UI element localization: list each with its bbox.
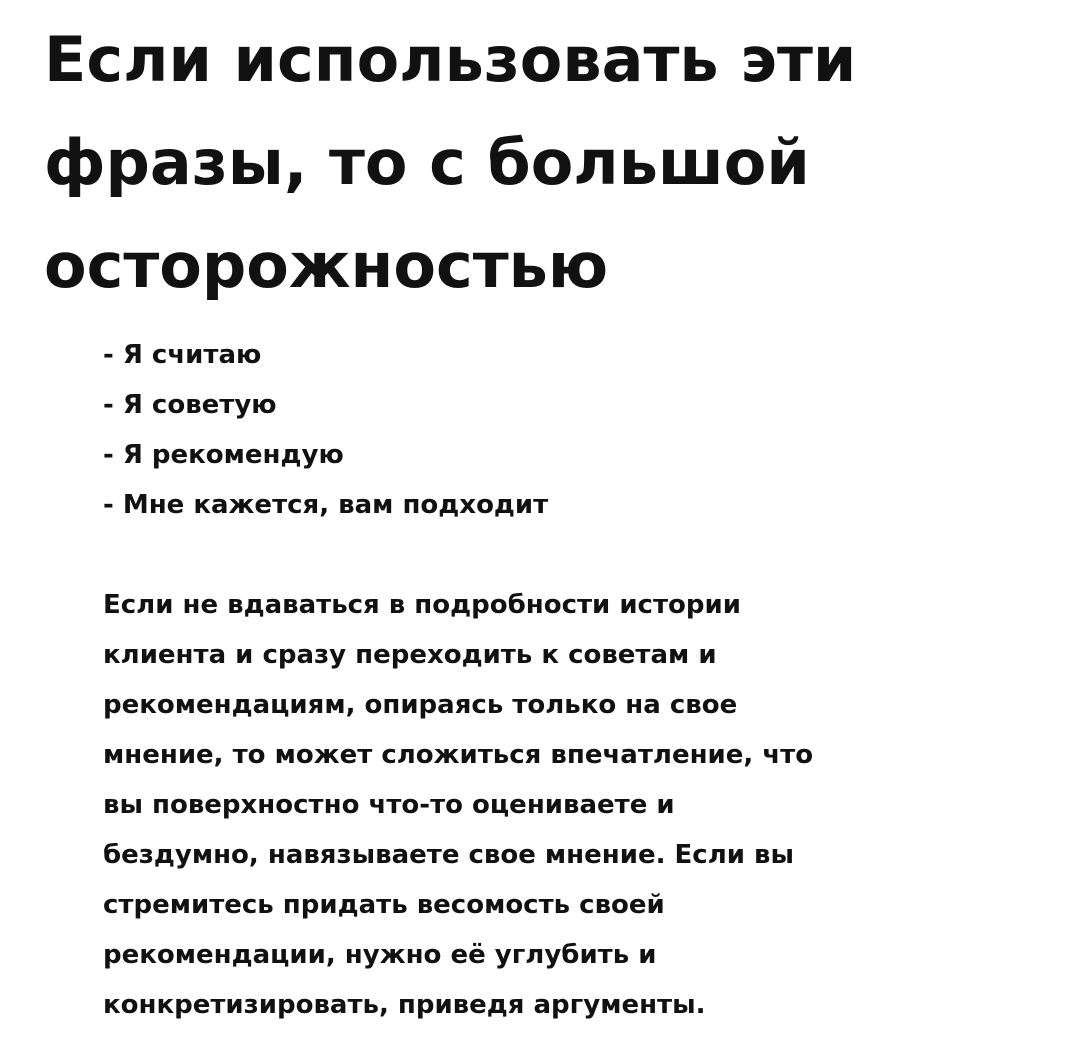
phrase-item: - Мне кажется, вам подходит: [103, 490, 549, 520]
paragraph-line-5: вы поверхностно что-то оцениваете и: [103, 790, 675, 820]
phrase-item: - Я считаю: [103, 340, 262, 370]
paragraph-line-7: стремитесь придать весомость своей: [103, 890, 665, 920]
title-line-3: осторожностью: [44, 229, 609, 302]
explanation-paragraph: [103, 580, 1063, 1030]
paragraph-line-4: мнение, то может сложиться впечатление, что: [103, 740, 814, 770]
title-line-2: фразы, то с большой: [44, 126, 810, 199]
paragraph-line-6: бездумно, навязываете свое мнение. Если вы: [103, 840, 794, 870]
paragraph-line-2: клиента и сразу переходить к советам и: [103, 640, 717, 670]
phrase-item: - Я рекомендую: [103, 440, 344, 470]
phrase-item: - Я советую: [103, 390, 277, 420]
paragraph-line-8: рекомендации, нужно её углубить и: [103, 940, 657, 970]
paragraph-line-1: Если не вдаваться в подробности истории: [103, 590, 741, 620]
title-line-1: Если использовать эти: [44, 23, 857, 96]
paragraph-line-3: рекомендациям, опираясь только на свое: [103, 690, 738, 720]
page-title: [44, 8, 1064, 317]
phrase-list: [103, 330, 548, 530]
paragraph-line-9: конкретизировать, приведя аргументы.: [103, 990, 706, 1020]
